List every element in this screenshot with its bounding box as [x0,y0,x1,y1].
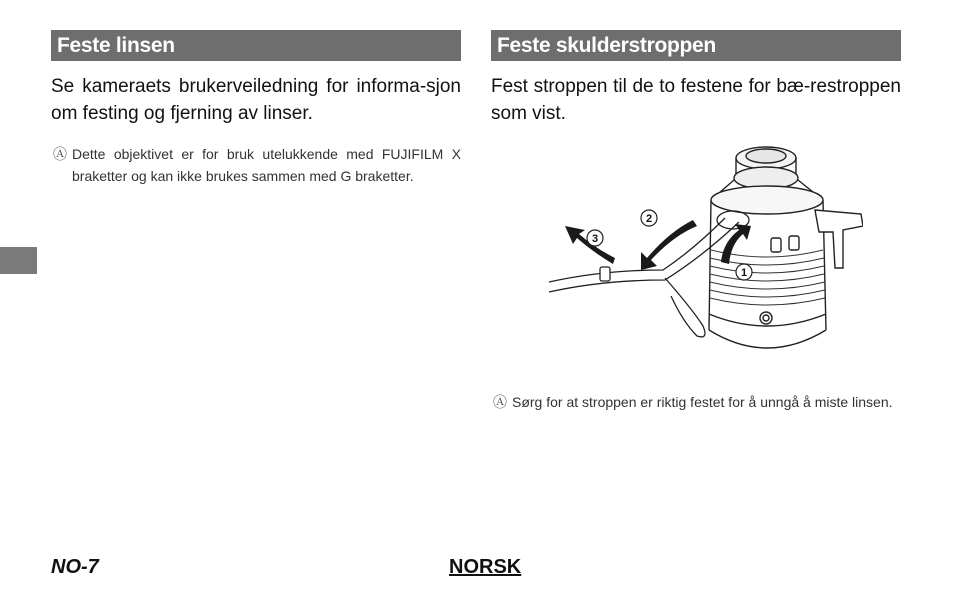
attach-lens-instructions: Se kameraets brukerveiledning for informa-sjon om festing og fjerning av linser. [51,76,461,124]
step-3-label: 3 [591,233,599,245]
caution-icon: Ⓐ [493,394,507,410]
caution-note-strap-text: Sørg for at stroppen er riktig festet for å unngå å miste linsen. [512,394,893,410]
section-heading-attach-lens: Feste linsen [51,30,461,61]
section-attach-strap [491,30,901,410]
section-heading-attach-strap: Feste skulderstroppen [491,30,901,61]
page-number: NO-7 [51,556,99,578]
caution-note-mount [51,143,461,187]
caution-note-strap [491,391,922,413]
section-tab-marker [0,247,37,274]
section-attach-lens [51,30,461,187]
step-1-label: 1 [740,267,748,279]
language-label: NORSK [449,556,522,578]
step-2-label: 2 [645,213,653,225]
attach-strap-instructions: Fest stroppen til de to festene for bæ-restroppen som vist. [491,76,901,124]
caution-icon: Ⓐ [53,146,67,162]
caution-note-text: Dette objektivet er for bruk utelukkende med FUJIFILM X braketter og kan ikke brukes sammen med G braketter. [72,146,461,184]
strap-attachment-illustration [543,130,863,370]
